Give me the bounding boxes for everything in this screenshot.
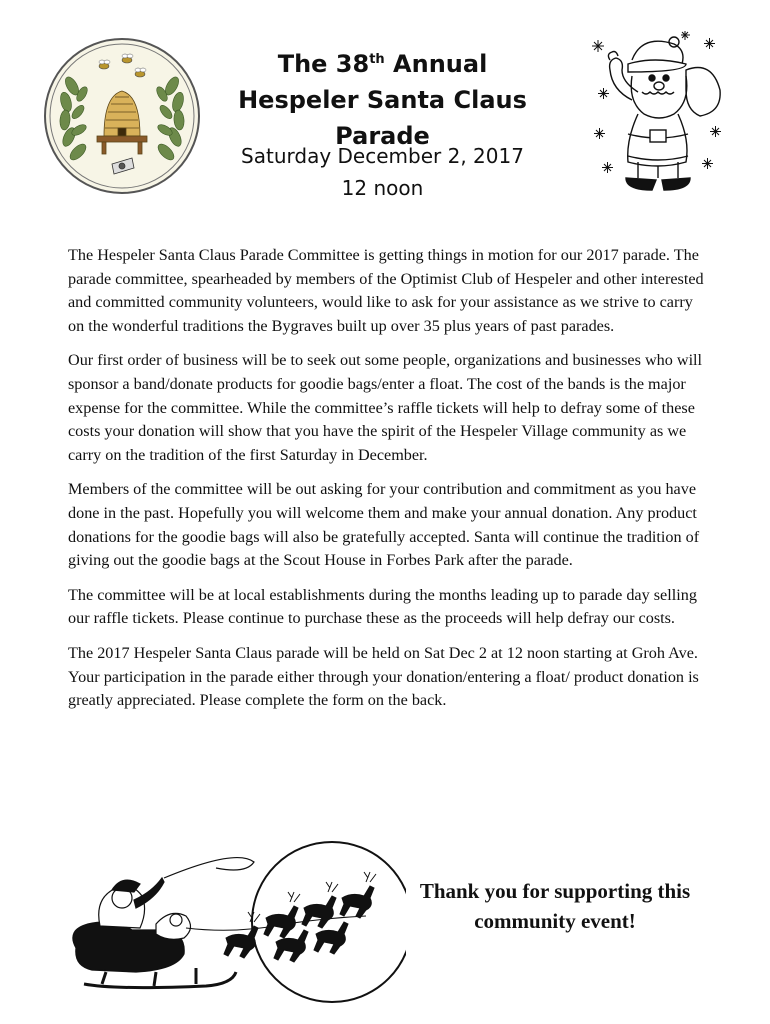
title-suffix: Annual [384, 50, 488, 78]
event-time: 12 noon [341, 176, 424, 200]
paragraph-sponsors: Our first order of business will be to seek out some people, organizations and businesses who will sponsor a band/donate products for goodie bags/enter a float. The cost of the bands is the major expense for the committee. While the committee’s raffle tickets will help to defray some of these costs your donation will show that you have the spirit of the Hespeler Village community as we carry on the tradition of the first Saturday in December. [68, 351, 703, 464]
thank-you-message [400, 876, 710, 936]
paragraph-raffle: The committee will be at local establishments during the months leading up to parade day selling our raffle tickets. Please continue to purchase these as the proceeds will help defray our costs. [68, 585, 697, 628]
beehive-wreath-logo [42, 36, 202, 196]
title-line-1 [195, 46, 570, 82]
paragraph-parade-details: The 2017 Hespeler Santa Claus parade will be held on Sat Dec 2 at 12 noon starting at Groh Ave. Your participation in the parade either through your donation/entering a float/ product donation is greatly appreciated. Please complete the form on the back. [68, 643, 699, 710]
event-date-time [195, 140, 570, 204]
thank-you-line-1: Thank you for supporting this [419, 879, 691, 903]
letter-body [68, 244, 708, 724]
title-ordinal-suffix: th [369, 52, 385, 67]
title-line-2: Hespeler Santa Claus Parade [238, 86, 527, 150]
santa-sleigh-illustration [36, 838, 406, 1006]
paragraph-intro: The Hespeler Santa Claus Parade Committee is getting things in motion for our 2017 parade. The parade committee, spearheaded by members of the Optimist Club of Hespeler and other interested and committed community volunteers, would like to ask for your assistance as we strive to carry on the wonderful traditions the Bygraves built up over 35 plus years of past parades. [68, 246, 704, 335]
title-prefix: The 38 [277, 50, 370, 78]
event-date: Saturday December 2, 2017 [241, 144, 524, 168]
santa-waving-illustration [582, 30, 732, 198]
thank-you-line-2: community event! [474, 909, 636, 933]
page-title [195, 46, 570, 154]
paragraph-contributions: Members of the committee will be out asking for your contribution and commitment as you have done in the past. Hopefully you will welcome them and make your annual donation. Any product donations for the goodie bags will also be gratefully accepted. Santa will continue the tradition of giving out the goodie bags at the Scout House in Forbes Park after the parade. [68, 480, 700, 570]
